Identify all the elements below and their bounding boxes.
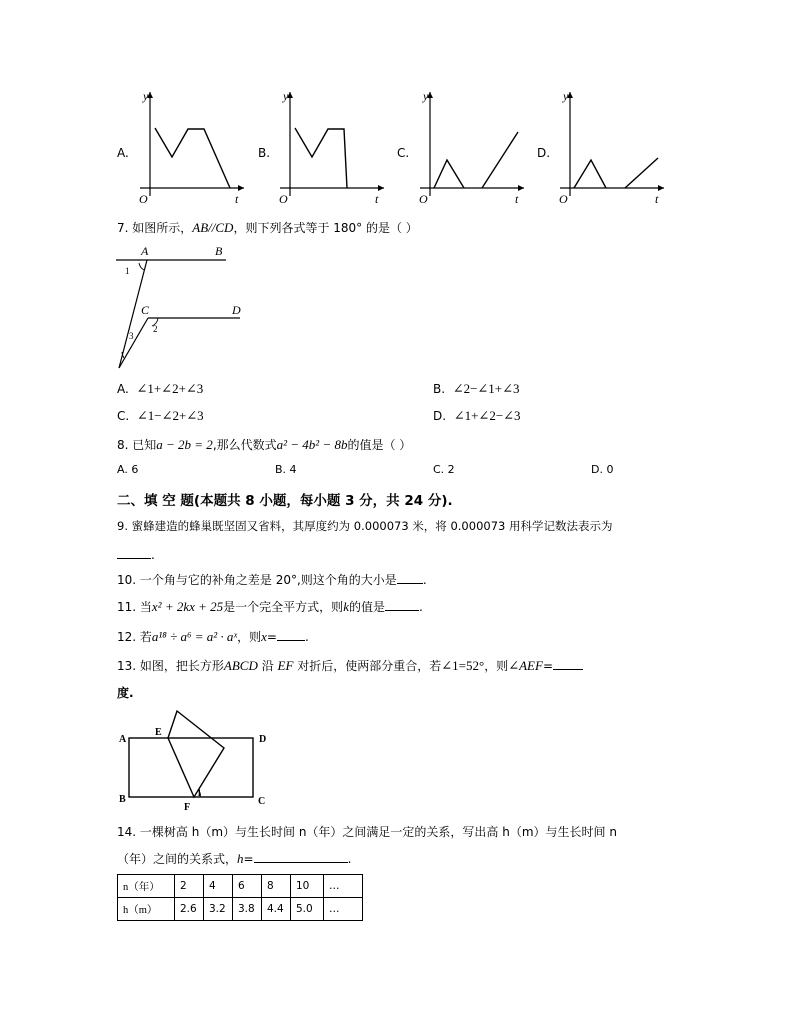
svg-text:C: C [141,303,150,317]
q13-line1: 13. 如图，把长方形ABCD 沿 EF 对折后，使两部分重合，若∠1=52°，则∠AEF= [117,657,583,674]
q13-folded-rectangle-figure [114,706,274,816]
origin-label: O [559,192,568,206]
q10-answer-blank[interactable] [397,571,423,584]
svg-text:E: E [155,727,162,738]
q7-parallel-lines-figure [112,244,247,370]
svg-text:A: A [119,734,127,745]
graph-option-c [410,86,530,208]
q8-option-a[interactable]: A. 6 [117,463,139,476]
table-cell: 5.0 [291,898,324,921]
table-cell: 4.4 [262,898,291,921]
q7-option-d[interactable]: D. ∠1+∠2−∠3 [433,408,521,423]
q14-data-table [117,874,363,921]
q7-option-b[interactable]: B. ∠2−∠1+∠3 [433,381,520,396]
q7-option-a[interactable]: A. ∠1+∠2+∠3 [117,381,204,396]
q14-line1: 14. 一棵树高 h（m）与生长时间 n（年）之间满足一定的关系，写出高 h（m）与生长时间 n [117,825,617,839]
q8-stem: 8. 已知a − 2b = 2,那么代数式a² − 4b² − 8b的值是（ ） [117,437,412,452]
table-row-header: n（年） [118,875,175,898]
t-axis-label: t [515,192,519,206]
section-2-title: 二、填 空 题(本题共 8 小题，每小题 3 分，共 24 分). [117,493,453,509]
table-cell: 3.8 [233,898,262,921]
svg-text:1: 1 [125,266,130,276]
q9-answer-blank[interactable] [117,546,151,559]
option-b-label: B. [258,146,271,160]
origin-label: O [279,192,288,206]
q11-answer-blank[interactable] [385,598,419,611]
table-cell: 8 [262,875,291,898]
option-d-label: D. [537,146,551,160]
t-axis-label: t [235,192,239,206]
table-cell: 4 [204,875,233,898]
table-cell: … [324,898,363,921]
q12-answer-blank[interactable] [277,628,305,641]
t-axis-label: t [375,192,379,206]
graph-option-b [270,86,390,208]
table-row-header: h（m） [118,898,175,921]
q14-answer-blank[interactable] [254,850,348,863]
origin-label: O [139,192,148,206]
table-cell: … [324,875,363,898]
y-axis-label: y [423,89,429,103]
q7-option-c[interactable]: C. ∠1−∠2+∠3 [117,408,204,423]
q13-line2: 度. [117,686,134,700]
table-cell: 6 [233,875,262,898]
graph-option-d [550,86,670,208]
svg-text:B: B [119,794,126,805]
y-axis-label: y [563,89,569,103]
q11-stem: 11. 当x² + 2kx + 25是一个完全平方式，则k的值是 . [117,599,423,614]
q8-option-b[interactable]: B. 4 [275,463,297,476]
q9-line2: . [117,546,155,562]
graph-option-a [130,86,250,208]
q14-line2: （年）之间的关系式，h= . [117,851,352,866]
option-a-label: A. [117,146,129,160]
q12-stem: 12. 若a¹⁸ ÷ a⁶ = a² · aˣ，则x= . [117,629,309,644]
y-axis-label: y [143,89,149,103]
svg-text:1: 1 [197,788,202,798]
q7-stem: 7. 如图所示，AB//CD，则下列各式等于 180° 的是（ ） [117,220,418,235]
table-row [118,898,363,921]
svg-text:D: D [259,734,267,745]
svg-text:3: 3 [129,331,134,341]
q13-answer-blank[interactable] [553,657,583,670]
table-cell: 10 [291,875,324,898]
svg-text:B: B [215,244,223,258]
svg-text:D: D [232,303,241,317]
table-cell: 2.6 [175,898,204,921]
q8-option-c[interactable]: C. 2 [433,463,455,476]
table-cell: 3.2 [204,898,233,921]
y-axis-label: y [283,89,289,103]
table-cell: 2 [175,875,204,898]
svg-text:A: A [141,244,149,258]
q10-stem: 10. 一个角与它的补角之差是 20°,则这个角的大小是 . [117,573,427,587]
t-axis-label: t [655,192,659,206]
option-c-label: C. [397,146,410,160]
svg-text:F: F [184,802,191,813]
q8-option-d[interactable]: D. 0 [591,463,614,476]
origin-label: O [419,192,428,206]
q9-line1: 9. 蜜蜂建造的蜂巢既坚固又省料，其厚度约为 0.000073 米，将 0.000073 用科学记数法表示为 [117,519,613,533]
svg-text:2: 2 [153,324,158,334]
table-row [118,875,363,898]
svg-text:C: C [258,796,266,807]
